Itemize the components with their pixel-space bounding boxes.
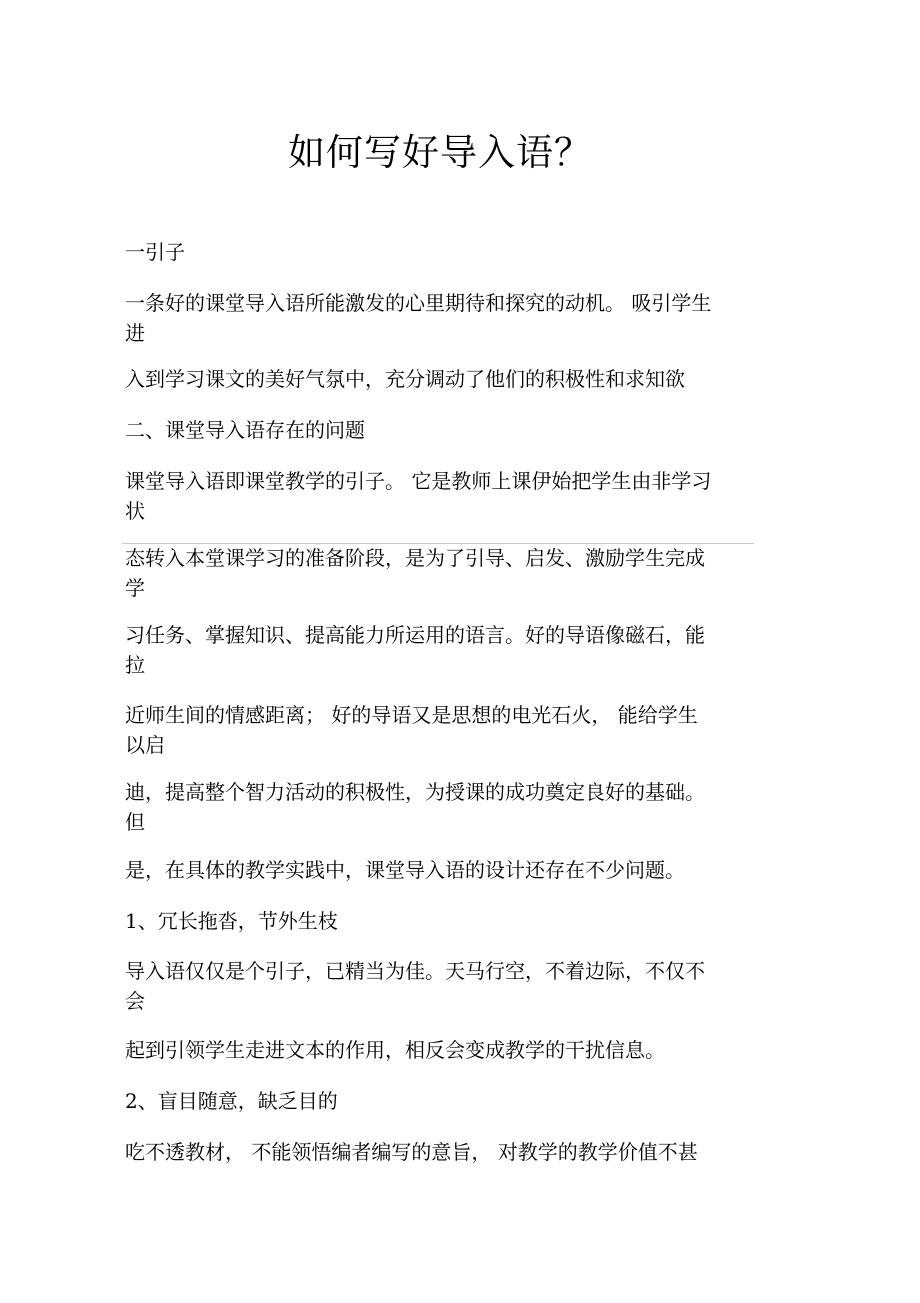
subsection-heading-2: 2、盲目随意，缺乏目的 [125,1089,338,1113]
paragraph-line: 态转入本堂课学习的准备阶段，是为了引导、启发、激励学生完成 学 [125,546,705,600]
subsection-heading-1: 1、冗长拖沓，节外生枝 [125,909,338,933]
paragraph-line: 一条好的课堂导入语所能激发的心里期待和探究的动机。 吸引学生 进 [125,291,712,345]
document-title: 如何写好导入语？ [288,131,592,174]
paragraph-line: 习任务、掌握知识、提高能力所运用的语言。好的导语像磁石，能 拉 [125,623,705,677]
section-heading-problems: 二、课堂导入语存在的问题 [125,418,365,442]
paragraph-line: 近师生间的情感距离； 好的导语又是思想的电光石火， 能给学生 以启 [125,703,698,757]
paragraph-line: 迪，提高整个智力活动的积极性，为授课的成功奠定良好的基础。 但 [125,780,705,834]
paragraph-line: 入到学习课文的美好气氛中，充分调动了他们的积极性和求知欲 [125,367,685,391]
paragraph-line: 导入语仅仅是个引子，已精当为佳。天马行空，不着边际，不仅不 会 [125,959,705,1013]
paragraph-line: 课堂导入语即课堂教学的引子。 它是教师上课伊始把学生由非学习 状 [125,469,712,523]
paragraph-line: 起到引领学生走进文本的作用，相反会变成教学的干扰信息。 [125,1038,665,1062]
section-heading-intro: 一引子 [125,240,185,264]
paragraph-line: 吃不透教材， 不能领悟编者编写的意旨， 对教学的教学价值不甚 [125,1140,698,1164]
paragraph-line: 是，在具体的教学实践中，课堂导入语的设计还存在不少问题。 [125,858,685,882]
